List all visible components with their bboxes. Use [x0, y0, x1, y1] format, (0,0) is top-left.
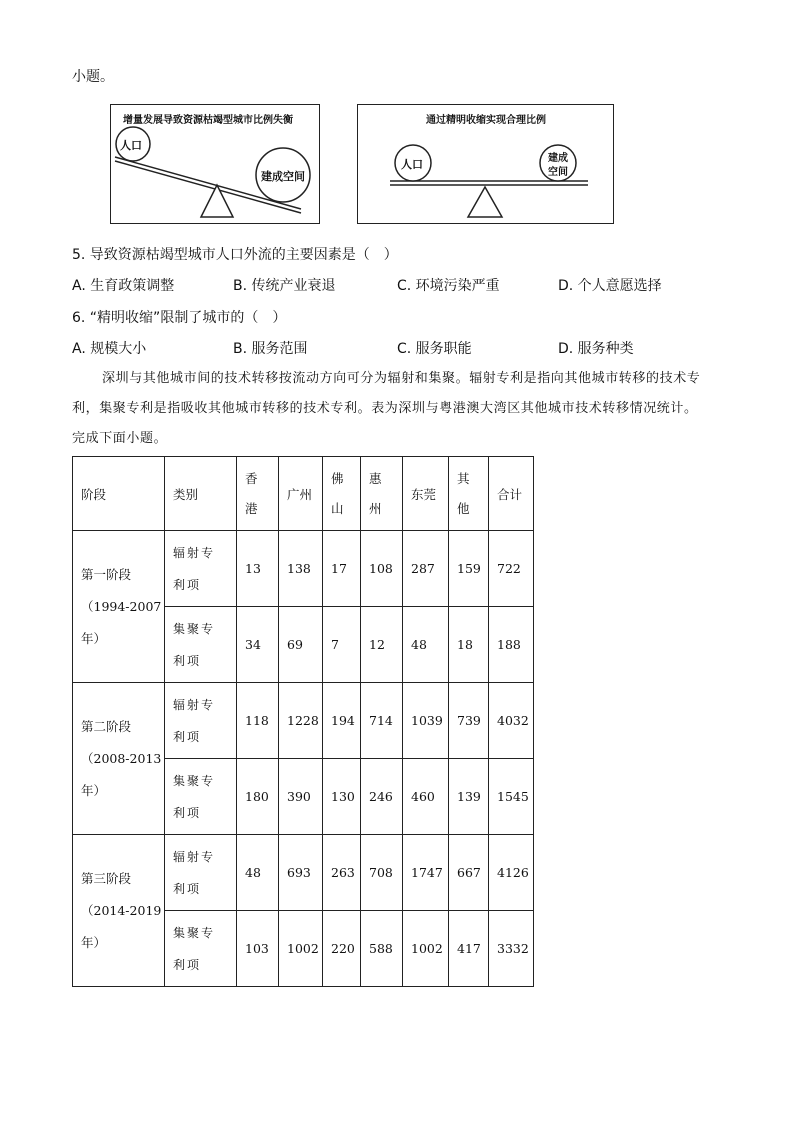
value-cell: 12 [361, 607, 403, 683]
passage-line-2: 利，集聚专利是指吸收其他城市转移的技术专利。表为深圳与粤港澳大湾区其他城市技术转移情况统计。 [72, 401, 698, 416]
population-label-balanced: 人口 [401, 158, 423, 171]
table-header-row [73, 457, 534, 531]
value-cell: 34 [237, 607, 279, 683]
value-cell: 108 [361, 531, 403, 607]
value-cell: 4032 [489, 683, 534, 759]
value-cell: 194 [323, 683, 361, 759]
question-6-option-b: B. 服务范围 [233, 341, 308, 357]
stage-3-cell: 第三阶段 （2014-2019 年） [73, 835, 165, 987]
header-dongguan: 东莞 [403, 457, 449, 531]
header-category: 类别 [165, 457, 237, 531]
population-label: 人口 [120, 139, 142, 152]
value-cell: 13 [237, 531, 279, 607]
category-agglomeration: 集聚专 利项 [165, 607, 237, 683]
figure-left-panel [110, 104, 320, 224]
value-cell: 118 [237, 683, 279, 759]
header-total: 合计 [489, 457, 534, 531]
value-cell: 188 [489, 607, 534, 683]
category-agglomeration: 集聚专 利项 [165, 911, 237, 987]
value-cell: 263 [323, 835, 361, 911]
question-5-stem: 5. 导致资源枯竭型城市人口外流的主要因素是（ ） [72, 247, 398, 263]
value-cell: 1747 [403, 835, 449, 911]
passage-line-3: 完成下面小题。 [72, 431, 168, 446]
value-cell: 4126 [489, 835, 534, 911]
value-cell: 708 [361, 835, 403, 911]
value-cell: 48 [237, 835, 279, 911]
built-space-label-line2: 空间 [548, 167, 568, 178]
stage-1-cell: 第一阶段 （1994-2007 年） [73, 531, 165, 683]
value-cell: 1002 [403, 911, 449, 987]
category-agglomeration: 集聚专 利项 [165, 759, 237, 835]
category-radiation: 辐射专 利项 [165, 531, 237, 607]
value-cell: 130 [323, 759, 361, 835]
value-cell: 460 [403, 759, 449, 835]
passage-line-1: 深圳与其他城市间的技术转移按流动方向可分为辐射和集聚。辐射专利是指向其他城市转移的技术专 [102, 371, 701, 386]
value-cell: 667 [449, 835, 489, 911]
value-cell: 103 [237, 911, 279, 987]
left-panel-title: 增量发展导致资源枯竭型城市比例失衡 [123, 115, 293, 126]
built-space-label-line1: 建成 [548, 153, 568, 164]
figure-right-panel [357, 104, 614, 224]
header-foshan: 佛 山 [323, 457, 361, 531]
question-6-option-d: D. 服务种类 [558, 341, 634, 357]
header-huizhou: 惠 州 [361, 457, 403, 531]
value-cell: 739 [449, 683, 489, 759]
value-cell: 3332 [489, 911, 534, 987]
value-cell: 69 [279, 607, 323, 683]
header-guangzhou: 广州 [279, 457, 323, 531]
value-cell: 1039 [403, 683, 449, 759]
value-cell: 722 [489, 531, 534, 607]
value-cell: 1545 [489, 759, 534, 835]
value-cell: 693 [279, 835, 323, 911]
stage-2-cell: 第二阶段 （2008-2013 年） [73, 683, 165, 835]
category-radiation: 辐射专 利项 [165, 835, 237, 911]
value-cell: 17 [323, 531, 361, 607]
category-radiation: 辐射专 利项 [165, 683, 237, 759]
value-cell: 7 [323, 607, 361, 683]
tech-transfer-table [72, 456, 534, 987]
value-cell: 48 [403, 607, 449, 683]
right-panel-title: 通过精明收缩实现合理比例 [426, 115, 546, 126]
value-cell: 138 [279, 531, 323, 607]
value-cell: 417 [449, 911, 489, 987]
question-6-option-c: C. 服务职能 [397, 341, 472, 357]
value-cell: 1002 [279, 911, 323, 987]
value-cell: 714 [361, 683, 403, 759]
table-row [73, 531, 534, 607]
value-cell: 18 [449, 607, 489, 683]
value-cell: 246 [361, 759, 403, 835]
table-row [73, 835, 534, 911]
question-6-stem: 6. “精明收缩”限制了城市的（ ） [72, 310, 287, 326]
value-cell: 220 [323, 911, 361, 987]
question-5-option-a: A. 生育政策调整 [72, 278, 175, 294]
intro-tail: 小题。 [72, 69, 114, 85]
value-cell: 1228 [279, 683, 323, 759]
question-6-option-a: A. 规模大小 [72, 341, 147, 357]
question-5-option-b: B. 传统产业衰退 [233, 278, 336, 294]
value-cell: 390 [279, 759, 323, 835]
header-stage: 阶段 [73, 457, 165, 531]
value-cell: 588 [361, 911, 403, 987]
value-cell: 159 [449, 531, 489, 607]
table-row [73, 683, 534, 759]
value-cell: 287 [403, 531, 449, 607]
header-other: 其 他 [449, 457, 489, 531]
question-5-option-c: C. 环境污染严重 [397, 278, 500, 294]
value-cell: 180 [237, 759, 279, 835]
header-hong-kong: 香 港 [237, 457, 279, 531]
value-cell: 139 [449, 759, 489, 835]
built-space-label: 建成空间 [261, 170, 305, 183]
question-5-option-d: D. 个人意愿选择 [558, 278, 662, 294]
